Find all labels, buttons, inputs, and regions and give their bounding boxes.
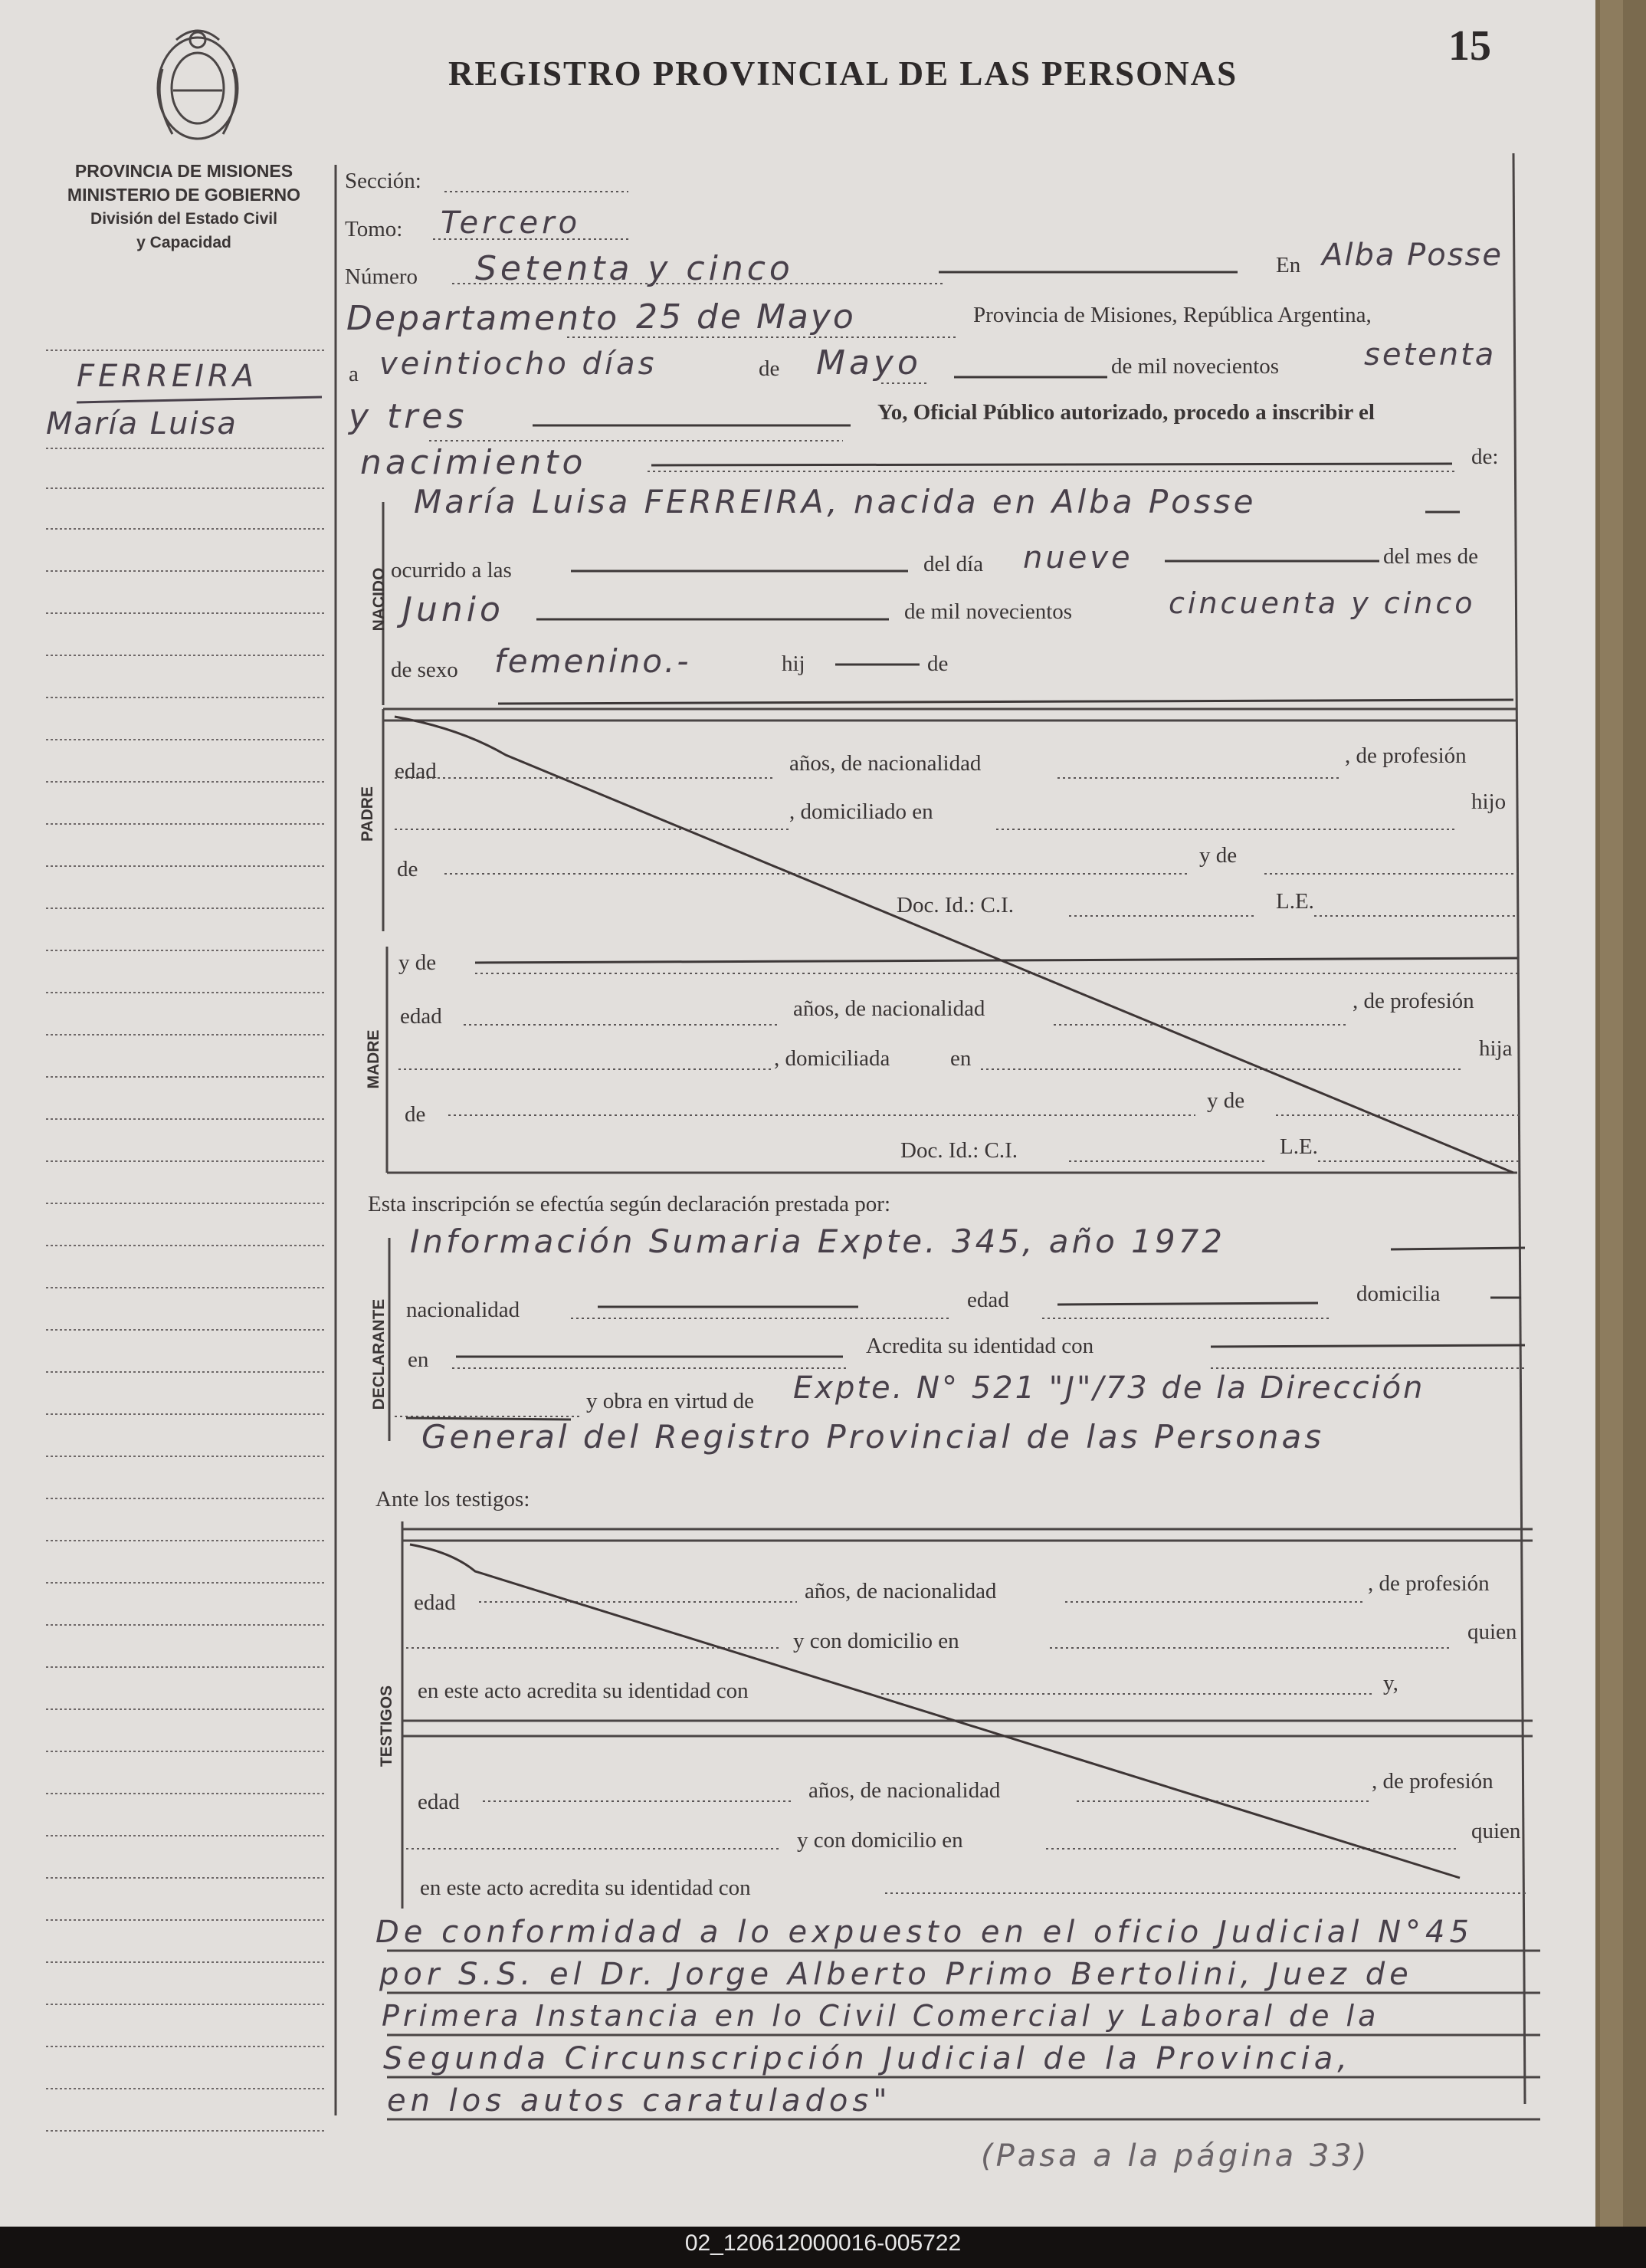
padre-doc-label: Doc. Id.: C.I. <box>897 893 1015 917</box>
testigo2-quien-label: quien <box>1471 1819 1521 1843</box>
nota-line-5: en los autos caratulados" <box>387 2083 892 2119</box>
acto-value: nacimiento <box>360 443 587 482</box>
del-dia-label: del día <box>923 552 984 576</box>
issuer-block <box>31 159 337 254</box>
madre-anos-label: años, de nacionalidad <box>793 996 985 1021</box>
madre-le-label: L.E. <box>1280 1134 1318 1159</box>
testigos-section-label: TESTIGOS <box>378 1685 395 1767</box>
padre-de-label: de <box>397 857 418 881</box>
testigo1-acredita-label: en este acto acredita su identidad con <box>418 1679 749 1703</box>
mes-value: Mayo <box>816 343 922 382</box>
declarante-obra-value: Expte. N° 521 "J"/73 de la Dirección <box>793 1370 1425 1406</box>
declarante-acredita-label: Acredita su identidad con <box>866 1334 1094 1358</box>
declarante-en-label: en <box>408 1347 429 1372</box>
seccion-label: Sección: <box>345 169 421 193</box>
division-label: División del Estado Civil <box>90 210 277 228</box>
departamento-label: Departamento <box>346 299 620 338</box>
padre-edad-label: edad <box>395 759 437 783</box>
en-value: Alba Posse <box>1322 238 1503 273</box>
declarante-intro: Esta inscripción se efectúa según declaración prestada por: <box>368 1192 891 1216</box>
testigo1-quien-label: quien <box>1467 1620 1517 1644</box>
nota-line-3: Primera Instancia en lo Civil Comercial y Laboral de la <box>382 1999 1380 2033</box>
nacido-year-value: cincuenta y cinco <box>1169 586 1476 620</box>
declarante-value-1: Información Sumaria Expte. 345, año 1972 <box>410 1223 1226 1260</box>
nacido-mes-value: Junio <box>402 590 504 629</box>
padre-section-label: PADRE <box>359 786 376 842</box>
declarante-value-3: General del Registro Provincial de las Personas <box>421 1418 1325 1456</box>
madre-yde-top-label: y de <box>398 950 437 975</box>
testigos-intro: Ante los testigos: <box>375 1487 530 1511</box>
province-label: PROVINCIA DE MISIONES <box>74 161 293 181</box>
en-label: En <box>1276 253 1301 277</box>
madre-section-label: MADRE <box>365 1029 382 1089</box>
madre-hija-label: hija <box>1479 1036 1513 1061</box>
mil-label: de mil novecientos <box>1111 354 1280 379</box>
testigo2-profesion-label: , de profesión <box>1372 1769 1494 1794</box>
madre-doc-label: Doc. Id.: C.I. <box>900 1138 1018 1163</box>
madre-profesion-label: , de profesión <box>1353 989 1474 1013</box>
testigo1-edad-label: edad <box>414 1590 456 1615</box>
nota-continuation: (Pasa a la página 33) <box>981 2138 1370 2174</box>
division-label-2: y Capacidad <box>136 234 231 251</box>
padre-profesion-label: , de profesión <box>1345 743 1467 768</box>
testigo1-anos-label: años, de nacionalidad <box>805 1579 997 1603</box>
nacido-de-label: de <box>927 652 949 676</box>
madre-domiciliada-label: , domiciliada <box>774 1046 890 1071</box>
sexo-label: de sexo <box>391 658 458 682</box>
margin-surname: FERREIRA <box>77 359 258 394</box>
ocurrido-label: ocurrido a las <box>391 558 512 583</box>
hij-label: hij <box>782 652 805 676</box>
madre-en-label: en <box>950 1046 972 1071</box>
dia-value: nueve <box>1023 540 1133 576</box>
padre-yde-label: y de <box>1199 843 1238 868</box>
departamento-value: 25 de Mayo <box>636 297 856 336</box>
padre-le-label: L.E. <box>1276 889 1314 914</box>
declarante-domicilia-label: domicilia <box>1356 1282 1441 1306</box>
coat-of-arms-icon <box>158 31 238 139</box>
sexo-value: femenino.- <box>494 642 691 680</box>
testigo2-edad-label: edad <box>418 1790 460 1814</box>
testigo2-anos-label: años, de nacionalidad <box>808 1778 1001 1803</box>
dias-value: veintiocho días <box>379 346 657 382</box>
numero-label: Número <box>345 264 418 289</box>
padre-hijo-label: hijo <box>1471 789 1507 814</box>
nota-line-2: por S.S. el Dr. Jorge Alberto Primo Bertolini, Juez de <box>379 1957 1413 1992</box>
de-colon-label: de: <box>1471 445 1499 469</box>
nacido-section-label: NACIDO <box>370 567 388 632</box>
declarante-section-label: DECLARANTE <box>370 1298 388 1410</box>
testigo2-acredita-label: en este acto acredita su identidad con <box>420 1876 751 1900</box>
nota-line-4: Segunda Circunscripción Judicial de la Provincia, <box>383 2041 1352 2076</box>
footer-id: 02_120612000016-005722 <box>684 2230 962 2256</box>
padre-domiciliado-label: , domiciliado en <box>789 799 933 824</box>
testigo1-y-label: y, <box>1383 1671 1398 1695</box>
testigo1-profesion-label: , de profesión <box>1368 1571 1490 1596</box>
provincia-text: Provincia de Misiones, República Argentina, <box>973 303 1372 327</box>
margin-given-names: María Luisa <box>46 406 238 441</box>
tomo-value: Tercero <box>441 205 582 241</box>
nacido-mil-label: de mil novecientos <box>904 599 1073 624</box>
page-number: 15 <box>1448 22 1491 70</box>
testigo2-domicilio-label: y con domicilio en <box>797 1828 963 1853</box>
ministry-label: MINISTERIO DE GOBIERNO <box>67 185 301 205</box>
year-value-1: setenta <box>1364 337 1497 373</box>
a-label: a <box>349 362 359 386</box>
nota-line-1: De conformidad a lo expuesto en el oficio Judicial N°45 <box>375 1915 1474 1950</box>
madre-edad-label: edad <box>400 1004 442 1029</box>
year-value-2: y tres <box>349 397 468 436</box>
testigo1-domicilio-label: y con domicilio en <box>793 1629 959 1653</box>
tomo-label: Tomo: <box>345 217 403 241</box>
declarante-nacionalidad-label: nacionalidad <box>406 1298 520 1322</box>
numero-value: Setenta y cinco <box>475 249 794 288</box>
de-label: de <box>759 356 780 381</box>
padre-anos-label: años, de nacionalidad <box>789 751 982 776</box>
yo-text: Yo, Oficial Público autorizado, procedo a inscribir el <box>877 400 1375 425</box>
document-title: REGISTRO PROVINCIAL DE LAS PERSONAS <box>448 54 1238 93</box>
del-mes-label: del mes de <box>1383 544 1479 569</box>
nacido-name-value: María Luisa FERREIRA, nacida en Alba Posse <box>414 483 1257 520</box>
madre-yde-label: y de <box>1207 1088 1245 1113</box>
declarante-obra-label: y obra en virtud de <box>586 1389 755 1413</box>
declarante-edad-label: edad <box>967 1288 1009 1312</box>
madre-de-label: de <box>405 1102 426 1127</box>
